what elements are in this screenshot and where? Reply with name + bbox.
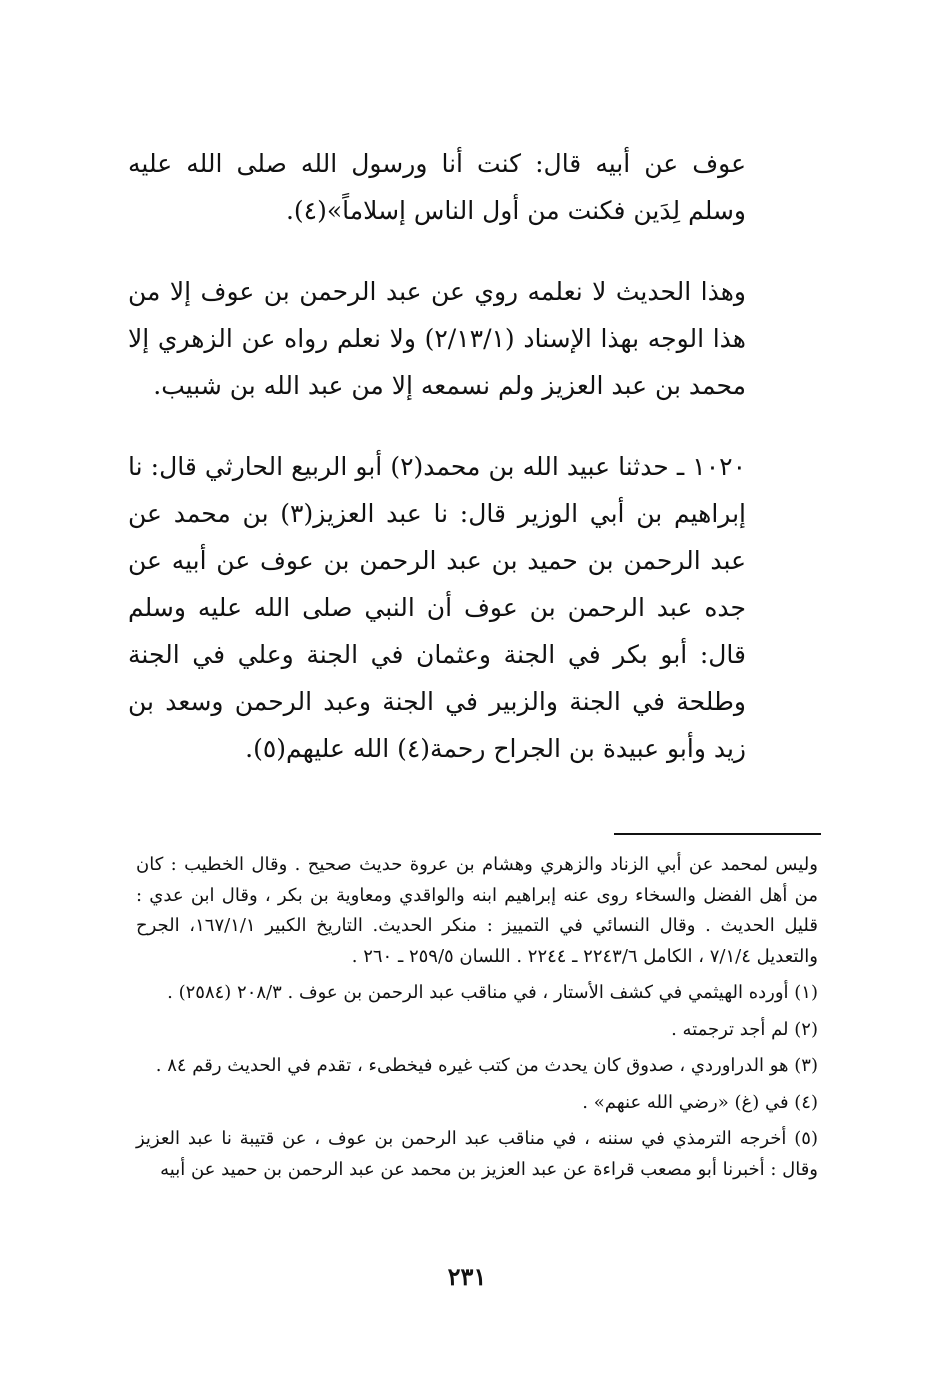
paragraph-2: وهذا الحديث لا نعلمه روي عن عبد الرحمن بن عوف إلا من هذا الوجه بهذا الإسناد (٢/١٣/١) ولا نعلم رواه عن الزهري إلا محمد بن عبد العزيز ولم نسمعه إلا من عبد الله بن شبيب. bbox=[128, 277, 746, 400]
footnote-5: (٥) أخرجه الترمذي في سننه ، في مناقب عبد الرحمن بن عوف ، عن قتيبة نا عبد العزيز وقال : أخبرنا أبو مصعب قراءة عن عبد العزيز بن محمد عن عبد الرحمن بن حميد عن أبيه bbox=[136, 1128, 818, 1180]
page-number: ٢٣١ bbox=[447, 1262, 487, 1291]
main-text bbox=[128, 140, 746, 772]
footnote-2: (٢) لم أجد ترجمته . bbox=[671, 1018, 818, 1040]
hadith-number: ١٠٢٠ ـ bbox=[676, 452, 747, 481]
footnote-continuation: وليس لمحمد عن أبي الزناد والزهري وهشام بن عروة حديث صحيح . وقال الخطيب : كان من أهل الفضل والسخاء روى عنه إبراهيم ابنه والواقدي ومعاوية بن بكر ، وقال ابن عدي : قليل الحديث . وقال النسائي في التمييز : منكر الحديث. التاريخ الكبير ١٦٧/١/١، الجرح والتعديل ٧/١/٤ ، الكامل ٢٢٤٣/٦ ـ ٢٢٤٤ . اللسان ٢٥٩/٥ ـ ٢٦٠ . bbox=[136, 854, 819, 967]
footnote-3: (٣) هو الدراوردي ، صدوق كان يحدث من كتب غيره فيخطىء ، تقدم في الحديث رقم ٨٤ . bbox=[155, 1055, 818, 1076]
hadith-1020 bbox=[128, 443, 746, 772]
hadith-text: حدثنا عبيد الله بن محمد(٢) أبو الربيع الحارثي قال: نا إبراهيم بن أبي الوزير قال: نا عبد العزيز(٣) بن محمد عن عبد الرحمن بن حميد بن عبد الرحمن بن عوف عن أبيه عن جده عبد الرحمن بن عوف أن النبي صلى الله عليه وسلم قال: أبو بكر في الجنة وعثمان في الجنة وعلي في الجنة وطلحة في الجنة والزبير في الجنة وعبد الرحمن وسعد بن زيد وأبو عبيدة بن الجراح رحمة(٤) الله عليهم(٥). bbox=[128, 452, 747, 763]
footnotes bbox=[136, 850, 818, 1185]
footnote-4: (٤) في (غ) «رضي الله عنهم» . bbox=[582, 1091, 818, 1113]
paragraph-1: عوف عن أبيه قال: كنت أنا ورسول الله صلى الله عليه وسلم لِدَين فكنت من أول الناس إسلاماً»(٤). bbox=[128, 149, 746, 225]
footnote-1: (١) أورده الهيثمي في كشف الأستار ، في مناقب عبد الرحمن بن عوف . ٢٠٨/٣ (٢٥٨٤) . bbox=[167, 982, 818, 1003]
footnote-divider bbox=[614, 833, 821, 835]
